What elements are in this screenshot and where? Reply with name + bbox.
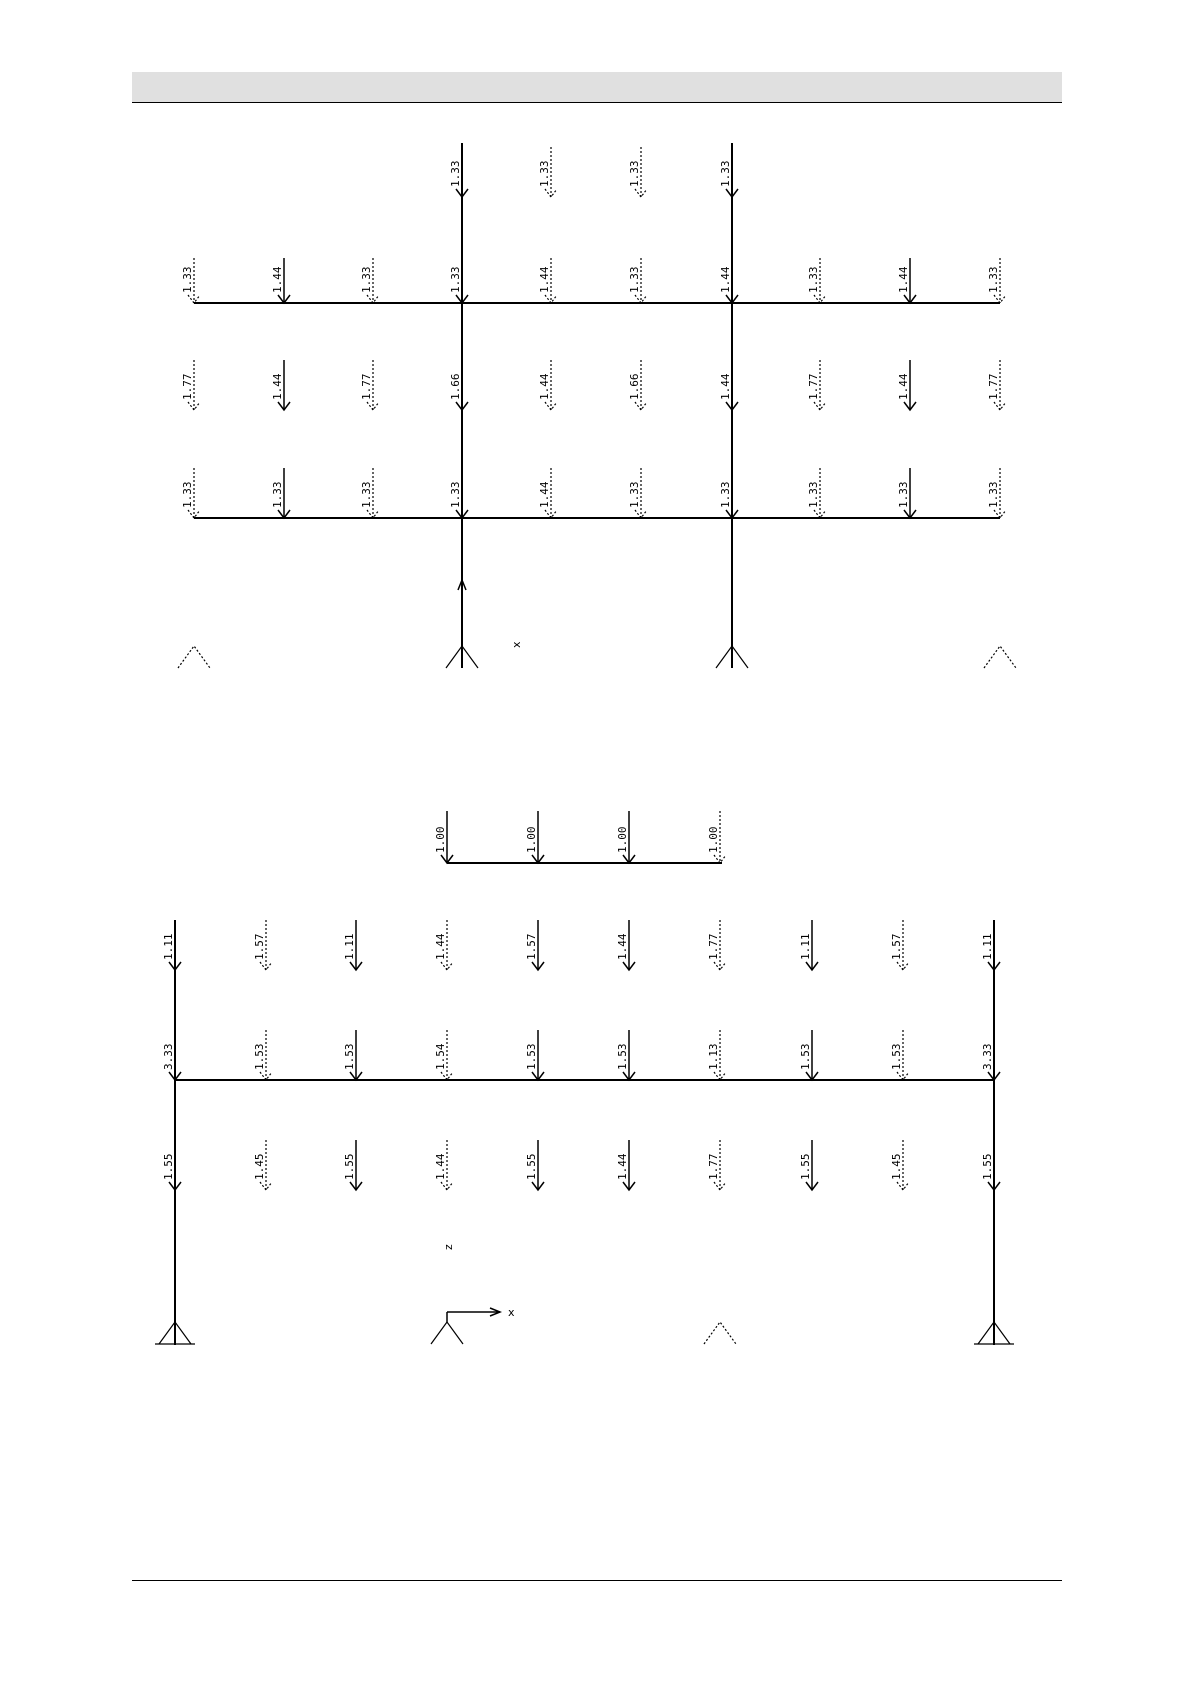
load-value-label: 1.77 xyxy=(181,373,194,400)
load-value-label: 1.44 xyxy=(434,1153,447,1180)
load-value-label: 1.53 xyxy=(253,1043,266,1070)
load-value-label: 1.77 xyxy=(707,1153,720,1180)
load-value-label: 1.11 xyxy=(162,933,175,960)
load-value-label: 1.57 xyxy=(525,933,538,960)
axis-z-label: z xyxy=(442,1244,455,1250)
load-value-label: 1.33 xyxy=(360,266,373,293)
low-load-arrow xyxy=(525,1140,544,1190)
beam-lower-load-arrow xyxy=(538,468,557,518)
beam-load-arrow xyxy=(890,1030,909,1080)
load-value-label: 1.33 xyxy=(449,160,462,187)
beam-upper-load-arrow xyxy=(538,258,557,303)
beam-load-arrow xyxy=(799,1030,818,1080)
load-value-label: 1.33 xyxy=(719,481,732,508)
top-load-arrow xyxy=(799,920,818,970)
beam-lower-load-arrow xyxy=(271,468,290,518)
top-load-arrow xyxy=(719,147,738,197)
axis-x-label: x xyxy=(508,1306,515,1319)
top-load-arrow xyxy=(707,920,726,970)
support-pin-4 xyxy=(984,646,1016,668)
beam-load-arrow xyxy=(434,1030,453,1080)
load-value-label: 1.44 xyxy=(616,933,629,960)
support-pin-1 xyxy=(178,646,210,668)
top-load-arrow xyxy=(890,920,909,970)
beam-load-arrow xyxy=(616,1030,635,1080)
load-value-label: 1.33 xyxy=(449,266,462,293)
load-value-label: 1.54 xyxy=(434,1043,447,1070)
load-value-label: 1.66 xyxy=(449,373,462,400)
load-value-label: 1.77 xyxy=(360,373,373,400)
load-value-label: 1.44 xyxy=(434,933,447,960)
load-value-label: 1.45 xyxy=(253,1153,266,1180)
cap-load-arrow xyxy=(434,811,453,863)
top-load-arrow xyxy=(628,147,647,197)
beam-upper-load-arrow xyxy=(181,258,200,303)
load-value-label: 1.33 xyxy=(449,481,462,508)
mid-load-arrow xyxy=(628,360,647,410)
load-value-label: 3.33 xyxy=(162,1043,175,1070)
load-value-label: 1.33 xyxy=(807,266,820,293)
low-load-arrow xyxy=(162,1140,181,1190)
support-pin-2 xyxy=(431,1322,463,1344)
load-value-label: 1.44 xyxy=(719,373,732,400)
support-pin-3 xyxy=(704,1322,736,1344)
top-load-arrow xyxy=(343,920,362,970)
mid-load-arrow xyxy=(897,360,916,410)
beam-load-arrow xyxy=(162,1030,181,1080)
load-value-label: 1.44 xyxy=(538,481,551,508)
load-value-label: 1.33 xyxy=(538,160,551,187)
load-value-label: 1.33 xyxy=(181,481,194,508)
mid-load-arrow xyxy=(719,360,738,410)
load-value-label: 1.11 xyxy=(799,933,812,960)
beam-lower-load-arrow xyxy=(449,468,468,518)
mid-load-arrow xyxy=(360,360,379,410)
load-value-label: 1.53 xyxy=(525,1043,538,1070)
mid-load-arrow xyxy=(807,360,826,410)
beam-upper-load-arrow xyxy=(628,258,647,303)
beam-lower-load-arrow xyxy=(807,468,826,518)
beam-load-arrow xyxy=(525,1030,544,1080)
beam-load-arrow xyxy=(343,1030,362,1080)
beam-lower-load-arrow xyxy=(897,468,916,518)
load-value-label: 1.33 xyxy=(181,266,194,293)
beam-upper-load-arrow xyxy=(360,258,379,303)
load-value-label: 1.33 xyxy=(360,481,373,508)
beam-upper-load-arrow xyxy=(807,258,826,303)
load-value-label: 1.44 xyxy=(897,266,910,293)
load-value-label: 1.57 xyxy=(890,933,903,960)
beam-upper-load-arrow xyxy=(987,258,1006,303)
mid-load-arrow xyxy=(538,360,557,410)
load-value-label: 1.55 xyxy=(981,1153,994,1180)
load-value-label: 1.44 xyxy=(897,373,910,400)
load-value-label: 1.53 xyxy=(799,1043,812,1070)
load-value-label: 1.33 xyxy=(628,160,641,187)
load-value-label: 1.44 xyxy=(538,373,551,400)
beam-lower-load-arrow xyxy=(360,468,379,518)
load-value-label: 1.33 xyxy=(897,481,910,508)
load-value-label: 1.33 xyxy=(628,266,641,293)
load-value-label: 1.53 xyxy=(343,1043,356,1070)
beam-lower-load-arrow xyxy=(987,468,1006,518)
load-value-label: 1.00 xyxy=(434,826,447,853)
load-value-label: 1.11 xyxy=(981,933,994,960)
beam-lower-load-arrow xyxy=(719,468,738,518)
beam-load-arrow xyxy=(253,1030,272,1080)
load-value-label: 1.00 xyxy=(707,826,720,853)
load-value-label: 1.53 xyxy=(616,1043,629,1070)
load-value-label: 1.77 xyxy=(807,373,820,400)
top-load-arrow xyxy=(538,147,557,197)
axis-x-label: x xyxy=(510,641,523,648)
mid-load-arrow xyxy=(987,360,1006,410)
frame-diagram-1 xyxy=(178,143,1016,668)
load-value-label: 1.45 xyxy=(890,1153,903,1180)
frame-diagram-2 xyxy=(155,811,1014,1345)
load-value-label: 1.55 xyxy=(343,1153,356,1180)
load-value-label: 1.44 xyxy=(719,266,732,293)
top-load-arrow xyxy=(434,920,453,970)
load-value-label: 1.33 xyxy=(807,481,820,508)
low-load-arrow xyxy=(434,1140,453,1190)
load-value-label: 1.53 xyxy=(890,1043,903,1070)
load-value-label: 1.55 xyxy=(162,1153,175,1180)
low-load-arrow xyxy=(890,1140,909,1190)
low-load-arrow xyxy=(253,1140,272,1190)
top-load-arrow xyxy=(525,920,544,970)
load-value-label: 1.57 xyxy=(253,933,266,960)
load-value-label: 1.33 xyxy=(987,481,1000,508)
low-load-arrow xyxy=(799,1140,818,1190)
top-load-arrow xyxy=(616,920,635,970)
load-value-label: 1.44 xyxy=(538,266,551,293)
load-value-label: 1.11 xyxy=(343,933,356,960)
low-load-arrow xyxy=(616,1140,635,1190)
beam-upper-load-arrow xyxy=(897,258,916,303)
load-value-label: 1.33 xyxy=(271,481,284,508)
top-load-arrow xyxy=(981,920,1000,970)
beam-load-arrow xyxy=(707,1030,726,1080)
load-value-label: 1.33 xyxy=(719,160,732,187)
load-value-label: 1.44 xyxy=(616,1153,629,1180)
load-value-label: 1.55 xyxy=(525,1153,538,1180)
load-value-label: 1.13 xyxy=(707,1043,720,1070)
beam-upper-load-arrow xyxy=(271,258,290,303)
load-value-label: 3.33 xyxy=(981,1043,994,1070)
load-value-label: 1.44 xyxy=(271,373,284,400)
load-value-label: 1.00 xyxy=(616,826,629,853)
beam-upper-load-arrow xyxy=(449,258,468,303)
load-value-label: 1.55 xyxy=(799,1153,812,1180)
low-load-arrow xyxy=(981,1140,1000,1190)
cap-load-arrow xyxy=(707,811,726,863)
load-value-label: 1.33 xyxy=(987,266,1000,293)
cap-load-arrow xyxy=(616,811,635,863)
beam-lower-load-arrow xyxy=(628,468,647,518)
cap-load-arrow xyxy=(525,811,544,863)
load-value-label: 1.77 xyxy=(987,373,1000,400)
beam-upper-load-arrow xyxy=(719,258,738,303)
load-value-label: 1.66 xyxy=(628,373,641,400)
beam-lower-load-arrow xyxy=(181,468,200,518)
load-value-label: 1.00 xyxy=(525,826,538,853)
low-load-arrow xyxy=(707,1140,726,1190)
load-value-label: 1.77 xyxy=(707,933,720,960)
mid-load-arrow xyxy=(271,360,290,410)
top-load-arrow xyxy=(449,147,468,197)
top-load-arrow xyxy=(162,920,181,970)
mid-load-arrow xyxy=(449,360,468,410)
low-load-arrow xyxy=(343,1140,362,1190)
load-value-label: 1.33 xyxy=(628,481,641,508)
beam-load-arrow xyxy=(981,1030,1000,1080)
top-load-arrow xyxy=(253,920,272,970)
mid-load-arrow xyxy=(181,360,200,410)
load-value-label: 1.44 xyxy=(271,266,284,293)
